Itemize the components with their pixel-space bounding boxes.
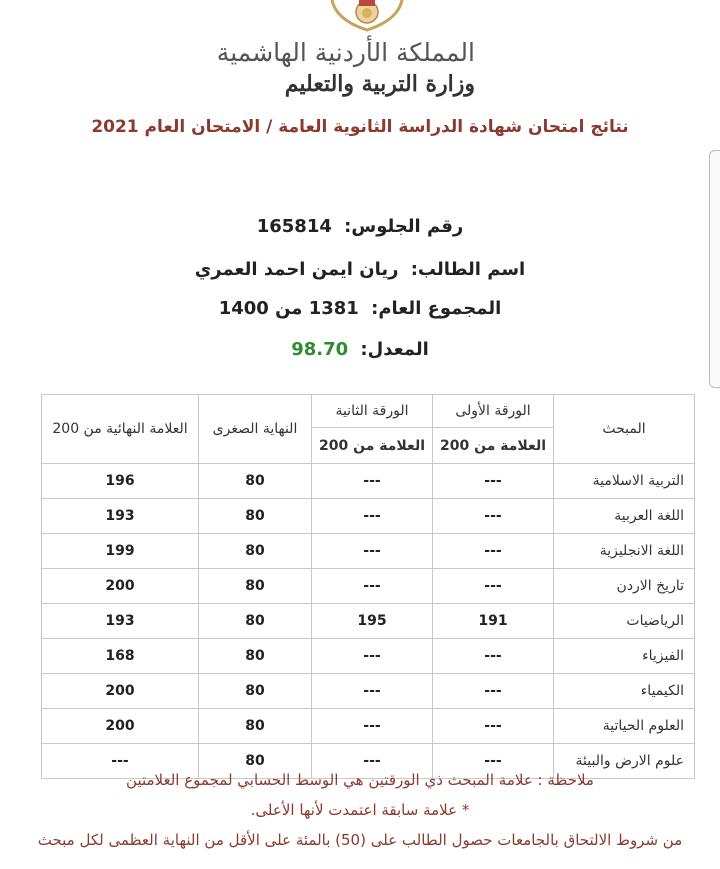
paper1-cell: ---	[433, 569, 554, 604]
subject-cell: الرياضيات	[554, 604, 695, 639]
final-cell: 168	[42, 639, 199, 674]
page-title: نتائج امتحان شهادة الدراسة الثانوية العامة / الامتحان العام 2021	[91, 117, 629, 137]
min-cell: 80	[199, 674, 312, 709]
seat-number-label: رقم الجلوس:	[344, 216, 464, 237]
subject-cell: اللغة الانجليزية	[554, 534, 695, 569]
table-row	[42, 709, 695, 744]
average-line	[0, 339, 720, 360]
subject-cell: علوم الارض والبيئة	[554, 744, 695, 779]
emblem-logo	[322, 0, 412, 34]
note-university-condition: من شروط الالتحاق بالجامعات حصول الطالب على (50) بالمئة على الأقل من النهاية العظمى لكل مبحث	[37, 831, 683, 849]
table-row	[42, 674, 695, 709]
paper2-cell: ---	[312, 534, 433, 569]
paper2-cell: 195	[312, 604, 433, 639]
header-final: العلامة النهائية من 200	[42, 395, 199, 464]
total-value: 1381 من 1400	[218, 298, 359, 319]
min-cell: 80	[199, 464, 312, 499]
final-cell: 200	[42, 709, 199, 744]
table-row	[42, 569, 695, 604]
final-cell: 193	[42, 499, 199, 534]
header-paper2: الورقة الثانية	[312, 395, 433, 428]
header-paper1: الورقة الأولى	[433, 395, 554, 428]
final-cell: 200	[42, 569, 199, 604]
table-row	[42, 499, 695, 534]
average-label: المعدل:	[360, 339, 429, 360]
min-cell: 80	[199, 534, 312, 569]
min-cell: 80	[199, 569, 312, 604]
paper1-cell: ---	[433, 744, 554, 779]
paper1-cell: ---	[433, 534, 554, 569]
table-row	[42, 639, 695, 674]
paper1-cell: ---	[433, 709, 554, 744]
total-label: المجموع العام:	[371, 298, 502, 319]
subject-cell: تاريخ الاردن	[554, 569, 695, 604]
paper1-cell: ---	[433, 464, 554, 499]
paper1-cell: ---	[433, 499, 554, 534]
paper2-cell: ---	[312, 744, 433, 779]
total-line	[0, 298, 720, 319]
seat-number-line	[0, 216, 720, 237]
min-cell: 80	[199, 639, 312, 674]
final-cell: 196	[42, 464, 199, 499]
final-cell: 199	[42, 534, 199, 569]
student-name-label: اسم الطالب:	[410, 259, 526, 280]
table-row	[42, 604, 695, 639]
min-cell: 80	[199, 709, 312, 744]
paper2-cell: ---	[312, 569, 433, 604]
subject-cell: التربية الاسلامية	[554, 464, 695, 499]
final-cell: 200	[42, 674, 199, 709]
subject-cell: اللغة العربية	[554, 499, 695, 534]
min-cell: 80	[199, 499, 312, 534]
min-cell: 80	[199, 744, 312, 779]
final-cell: 193	[42, 604, 199, 639]
ministry-logo	[217, 38, 475, 98]
seat-number-value: 165814	[256, 216, 332, 237]
table-row	[42, 534, 695, 569]
note-previous-mark: * علامة سابقة اعتمدت لأنها الأعلى.	[250, 801, 470, 819]
paper2-cell: ---	[312, 464, 433, 499]
average-value: 98.70	[291, 339, 349, 360]
results-table	[41, 394, 695, 779]
header-paper2-sub: العلامة من 200	[312, 428, 433, 464]
paper2-cell: ---	[312, 499, 433, 534]
subject-cell: الكيمياء	[554, 674, 695, 709]
paper1-cell: 191	[433, 604, 554, 639]
header-subject: المبحث	[554, 395, 695, 464]
header-min: النهاية الصغرى	[199, 395, 312, 464]
paper2-cell: ---	[312, 674, 433, 709]
student-name-line	[0, 259, 720, 280]
paper2-cell: ---	[312, 709, 433, 744]
paper1-cell: ---	[433, 639, 554, 674]
header-paper1-sub: العلامة من 200	[433, 428, 554, 464]
scrollbar-handle[interactable]	[709, 150, 720, 388]
paper2-cell: ---	[312, 639, 433, 674]
min-cell: 80	[199, 604, 312, 639]
subject-cell: العلوم الحياتية	[554, 709, 695, 744]
ministry-name: وزارة التربية والتعليم	[284, 71, 475, 97]
final-cell: ---	[42, 744, 199, 779]
paper1-cell: ---	[433, 674, 554, 709]
student-name-value: ريان ايمن احمد العمري	[194, 259, 399, 280]
note-two-papers: ملاحظة : علامة المبحث ذي الورقتين هي الوسط الحسابي لمجموع العلامتين	[126, 771, 594, 789]
kingdom-name: المملكة الأردنية الهاشمية	[216, 38, 475, 67]
subject-cell: الفيزياء	[554, 639, 695, 674]
table-row	[42, 464, 695, 499]
